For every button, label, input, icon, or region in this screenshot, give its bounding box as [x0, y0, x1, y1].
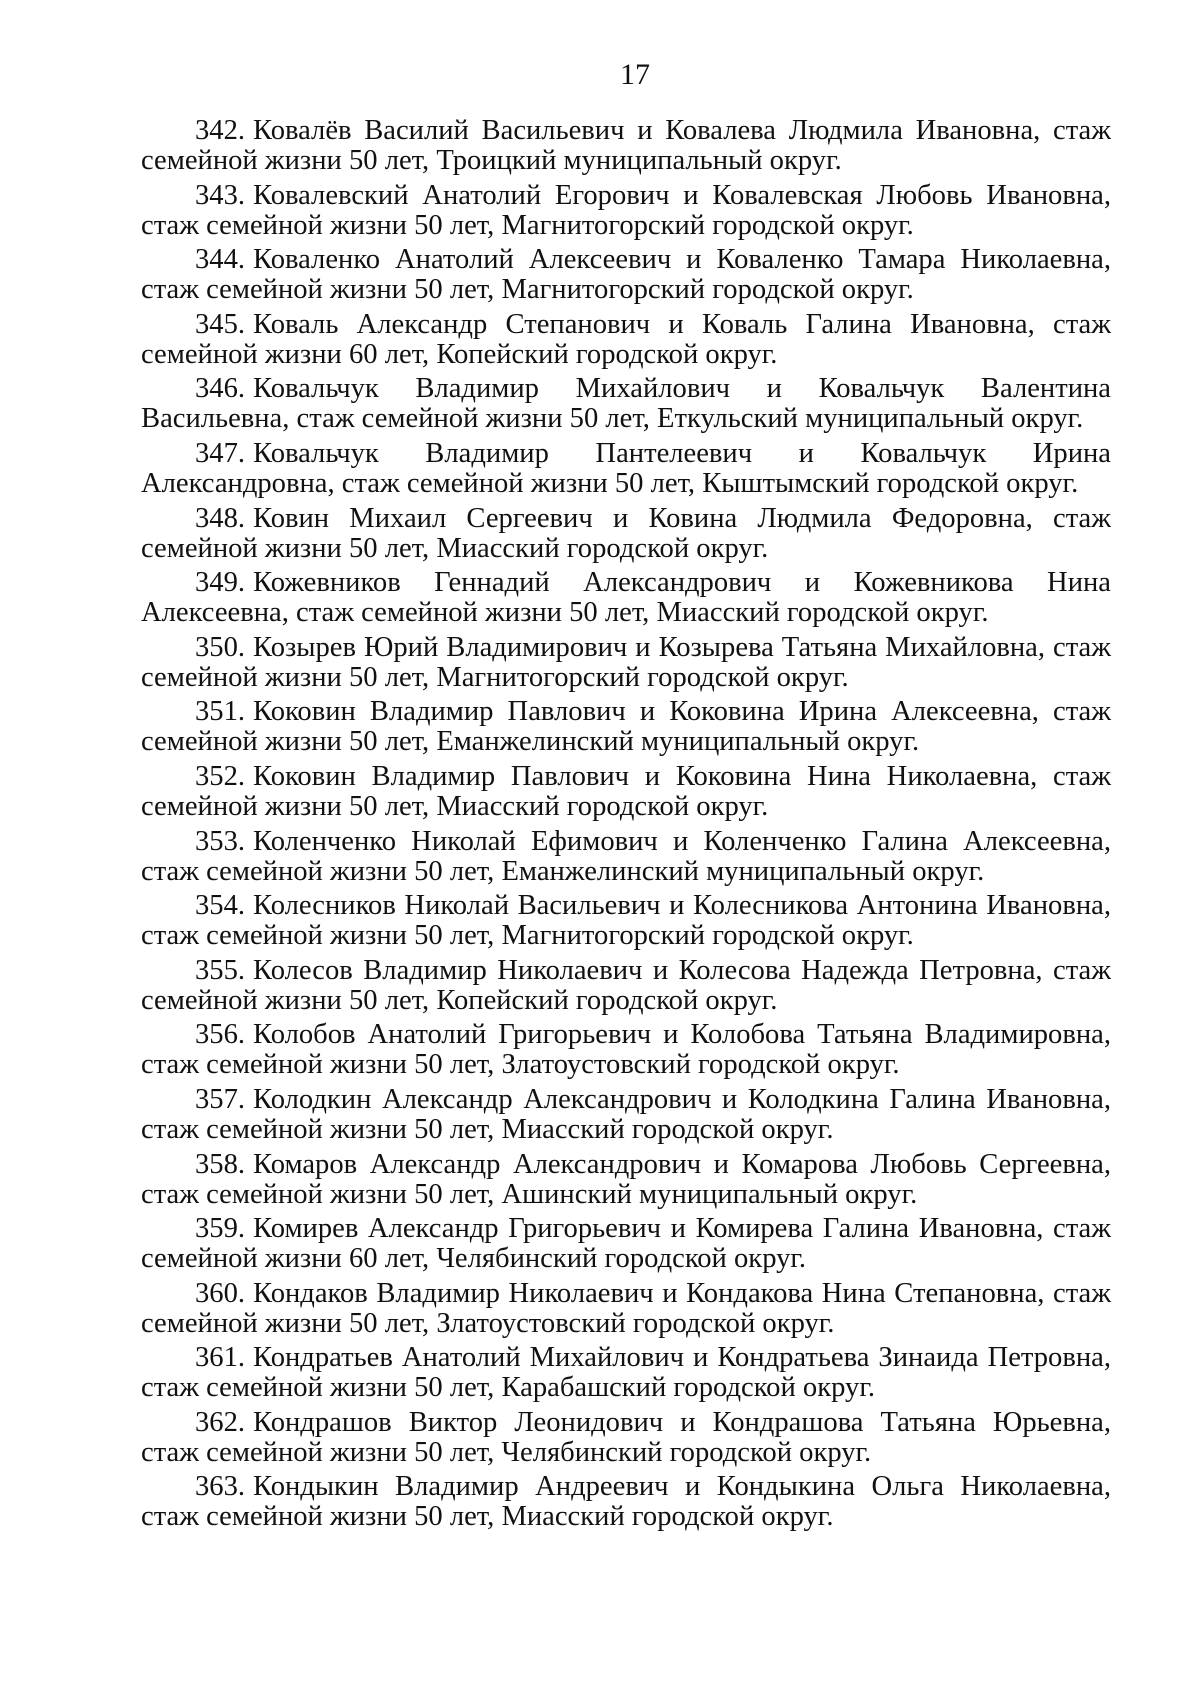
entry-text: Ковальчук Владимир Михайлович и Ковальчук Валентина Васильевна, стаж семейной жизни 50 лет, Еткульский муниципальный округ.: [141, 373, 1111, 435]
list-item: [141, 827, 1111, 887]
entry-text: Ковалёв Василий Васильевич и Ковалева Людмила Ивановна, стаж семейной жизни 50 лет, Троицкий муниципальный округ.: [141, 115, 1111, 176]
list-item: [141, 633, 1111, 693]
entry-number: 361.: [195, 1342, 246, 1374]
list-item: [141, 891, 1111, 951]
entry-number: 346.: [195, 373, 246, 405]
entry-number: 356.: [195, 1019, 246, 1051]
entry-number: 352.: [195, 760, 246, 792]
entry-number: 350.: [195, 631, 246, 663]
entry-number: 363.: [195, 1471, 246, 1503]
entry-text: Кондрашов Виктор Леонидович и Кондрашова Татьяна Юрьевна, стаж семейной жизни 50 лет, Челябинский городской округ.: [141, 1406, 1111, 1468]
entry-number: 355.: [195, 954, 246, 986]
entry-text: Коковин Владимир Павлович и Коковина Нина Николаевна, стаж семейной жизни 50 лет, Миасский городской округ.: [141, 760, 1111, 822]
entry-text: Кондаков Владимир Николаевич и Кондакова Нина Степановна, стаж семейной жизни 50 лет, Златоустовский городской округ.: [141, 1277, 1111, 1339]
entry-text: Кондратьев Анатолий Михайлович и Кондратьева Зинаида Петровна, стаж семейной жизни 50 лет, Карабашский городской округ.: [141, 1342, 1111, 1404]
list-item: [141, 245, 1111, 305]
entry-number: 353.: [195, 825, 246, 857]
list-item: [141, 116, 1111, 176]
list-item: [141, 1150, 1111, 1210]
entry-text: Колесов Владимир Николаевич и Колесова Надежда Петровна, стаж семейной жизни 50 лет, Копейский городской округ.: [141, 954, 1111, 1016]
list-item: [141, 956, 1111, 1016]
entry-text: Кожевников Геннадий Александрович и Кожевникова Нина Алексеевна, стаж семейной жизни 50 лет, Миасский городской округ.: [141, 567, 1111, 629]
entry-text: Козырев Юрий Владимирович и Козырева Татьяна Михайловна, стаж семейной жизни 50 лет, Магнитогорский городской округ.: [141, 631, 1111, 693]
list-item: [141, 1343, 1111, 1403]
entry-text: Ковальчук Владимир Пантелеевич и Ковальчук Ирина Александровна, стаж семейной жизни 50 лет, Кыштымский городской округ.: [141, 437, 1111, 499]
entry-text: Коленченко Николай Ефимович и Коленченко Галина Алексеевна, стаж семейной жизни 50 лет, Еманжелинский муниципальный округ.: [141, 825, 1111, 887]
entry-text: Ковин Михаил Сергеевич и Ковина Людмила Федоровна, стаж семейной жизни 50 лет, Миасский городской округ.: [141, 502, 1111, 564]
award-list: [141, 116, 1111, 1537]
entry-number: 344.: [195, 244, 246, 276]
list-item: [141, 762, 1111, 822]
page-number: 17: [620, 58, 650, 91]
entry-number: 357.: [195, 1083, 246, 1115]
list-item: [141, 1408, 1111, 1468]
list-item: [141, 568, 1111, 628]
entry-number: 354.: [195, 890, 246, 922]
list-item: [141, 1085, 1111, 1145]
entry-number: 348.: [195, 502, 246, 534]
list-item: [141, 1020, 1111, 1080]
entry-number: 360.: [195, 1277, 246, 1309]
list-item: [141, 310, 1111, 370]
entry-number: 342.: [195, 115, 246, 146]
entry-text: Комаров Александр Александрович и Комарова Любовь Сергеевна, стаж семейной жизни 50 лет, Ашинский муниципальный округ.: [141, 1148, 1111, 1210]
list-item: [141, 697, 1111, 757]
list-item: [141, 374, 1111, 434]
entry-text: Колодкин Александр Александрович и Колодкина Галина Ивановна, стаж семейной жизни 50 лет, Миасский городской округ.: [141, 1083, 1111, 1145]
list-item: [141, 504, 1111, 564]
list-item: [141, 1472, 1111, 1532]
entry-number: 347.: [195, 437, 246, 469]
entry-text: Коковин Владимир Павлович и Коковина Ирина Алексеевна, стаж семейной жизни 50 лет, Еманжелинский муниципальный округ.: [141, 696, 1111, 758]
entry-number: 351.: [195, 696, 246, 728]
entry-number: 359.: [195, 1213, 246, 1245]
entry-number: 358.: [195, 1148, 246, 1180]
entry-text: Ковалевский Анатолий Егорович и Ковалевская Любовь Ивановна, стаж семейной жизни 50 лет, Магнитогорский городской округ.: [141, 179, 1111, 241]
entry-text: Кондыкин Владимир Андреевич и Кондыкина Ольга Николаевна, стаж семейной жизни 50 лет, Миасский городской округ.: [141, 1471, 1111, 1533]
entry-number: 345.: [195, 308, 246, 340]
entry-text: Коваль Александр Степанович и Коваль Галина Ивановна, стаж семейной жизни 60 лет, Копейский городской округ.: [141, 308, 1111, 370]
entry-number: 349.: [195, 567, 246, 599]
entry-number: 343.: [195, 179, 246, 211]
list-item: [141, 1279, 1111, 1339]
entry-number: 362.: [195, 1406, 246, 1438]
list-item: [141, 1214, 1111, 1274]
entry-text: Коваленко Анатолий Алексеевич и Коваленко Тамара Николаевна, стаж семейной жизни 50 лет, Магнитогорский городской округ.: [141, 244, 1111, 306]
entry-text: Колобов Анатолий Григорьевич и Колобова Татьяна Владимировна, стаж семейной жизни 50 лет, Златоустовский городской округ.: [141, 1019, 1111, 1081]
entry-text: Колесников Николай Васильевич и Колесникова Антонина Ивановна, стаж семейной жизни 50 лет, Магнитогорский городской округ.: [141, 890, 1111, 952]
list-item: [141, 439, 1111, 499]
list-item: [141, 181, 1111, 241]
entry-text: Комирев Александр Григорьевич и Комирева Галина Ивановна, стаж семейной жизни 60 лет, Челябинский городской округ.: [141, 1213, 1111, 1275]
